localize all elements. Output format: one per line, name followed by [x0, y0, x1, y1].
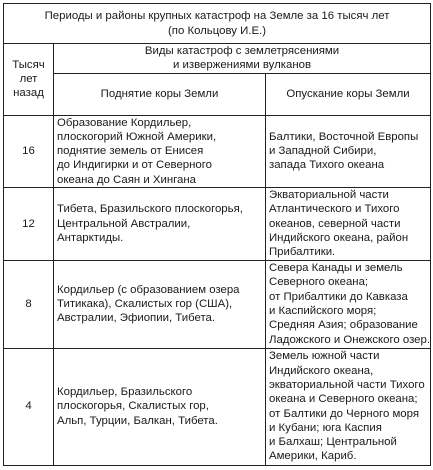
cell-line: и Балхаш; Центральной	[269, 436, 397, 449]
cell-line: Индийского океана,	[269, 364, 374, 377]
cell-line: Антарктиды.	[57, 231, 124, 244]
cell-line: Средняя Азия; образование	[269, 319, 418, 332]
table-row	[4, 188, 431, 260]
cell-line: Тибета, Бразильского плоскогорья,	[57, 203, 243, 216]
cell-line: океана и Северного океана;	[269, 393, 418, 406]
cell-line: Австралии, Эфиопии, Тибета.	[57, 312, 216, 325]
cell-line: Образование Кордильер,	[57, 116, 192, 129]
cell-line: Балтики, Восточной Европы	[269, 130, 419, 143]
cell-line: плоскогорья, Скалистых гор,	[57, 400, 209, 413]
cell-line: Экваториальной части	[269, 189, 389, 202]
cell-line: Кордильер (с образованием озера	[57, 283, 240, 296]
subsidence-cell	[266, 348, 431, 465]
cell-line: и Каспийского моря;	[269, 305, 377, 318]
years-header-line: лет	[19, 73, 38, 86]
types-header-line: Виды катастроф с землетрясениями	[144, 45, 340, 57]
table-row	[4, 115, 431, 187]
types-header-line: и извержениями вулканов	[173, 59, 311, 72]
cell-line: Севера Канады и земель	[269, 262, 403, 275]
cell-line: Кордильер, Бразильского	[57, 386, 193, 399]
years-header-line: Тысяч	[12, 58, 45, 71]
subsidence-cell	[266, 260, 431, 348]
cell-line: Альп, Турции, Балкан, Тибета.	[57, 414, 218, 427]
table-title-line: Периоды и районы крупных катастроф на Земле за 16 тысяч лет	[44, 10, 390, 23]
cell-line: океанов, северной части	[269, 217, 401, 230]
years-cell: 8	[4, 260, 54, 348]
cell-line: Северного океана;	[269, 276, 369, 289]
cell-line: экваториальной части Тихого	[269, 378, 425, 391]
table-title-line: (по Кольцову И.Е.)	[167, 24, 267, 37]
subsidence-column-header: Опускание коры Земли	[266, 73, 431, 115]
cell-line: Атлантического и Тихого	[269, 203, 400, 216]
table-row	[4, 260, 431, 348]
cell-line: от Прибалтики до Кавказа	[269, 290, 408, 303]
cell-line: и Западной Сибири,	[269, 145, 377, 158]
cell-line: океана до Саян и Хингана	[57, 173, 197, 186]
cell-line: Центральной Австралии,	[57, 217, 191, 230]
cell-line: до Индигирки и от Северного	[57, 159, 213, 172]
cell-line: Титикака), Скалистых гор (США),	[57, 297, 233, 310]
cell-line: поднятие земель от Енисея	[57, 145, 204, 158]
cell-line: Индийского океана, район	[269, 231, 409, 244]
uplift-cell	[54, 188, 266, 260]
uplift-cell	[54, 348, 266, 465]
uplift-cell	[54, 260, 266, 348]
subsidence-cell	[266, 115, 431, 187]
cell-line: плоскогорий Южной Америки,	[57, 130, 217, 143]
years-header-line: назад	[13, 87, 44, 100]
uplift-column-header: Поднятие коры Земли	[54, 73, 266, 115]
cell-line: и Кубани; юга Каспия	[269, 421, 382, 434]
years-cell: 4	[4, 348, 54, 465]
catastrophes-table	[3, 3, 431, 466]
cell-line: Прибалтики.	[269, 246, 336, 259]
table-row	[4, 348, 431, 465]
catastrophe-types-header	[54, 44, 431, 74]
years-column-header	[4, 44, 54, 116]
cell-line: от Балтики до Черного моря	[269, 407, 419, 420]
cell-line: Америки, Кариб.	[269, 450, 357, 463]
years-cell: 12	[4, 188, 54, 260]
subsidence-cell	[266, 188, 431, 260]
uplift-cell	[54, 115, 266, 187]
cell-line: запада Тихого океана	[269, 159, 385, 172]
cell-line: Земель южной части	[269, 350, 380, 363]
cell-line: Ладожского и Онежского озер.	[269, 333, 431, 346]
table-title	[4, 4, 431, 44]
years-cell: 16	[4, 115, 54, 187]
